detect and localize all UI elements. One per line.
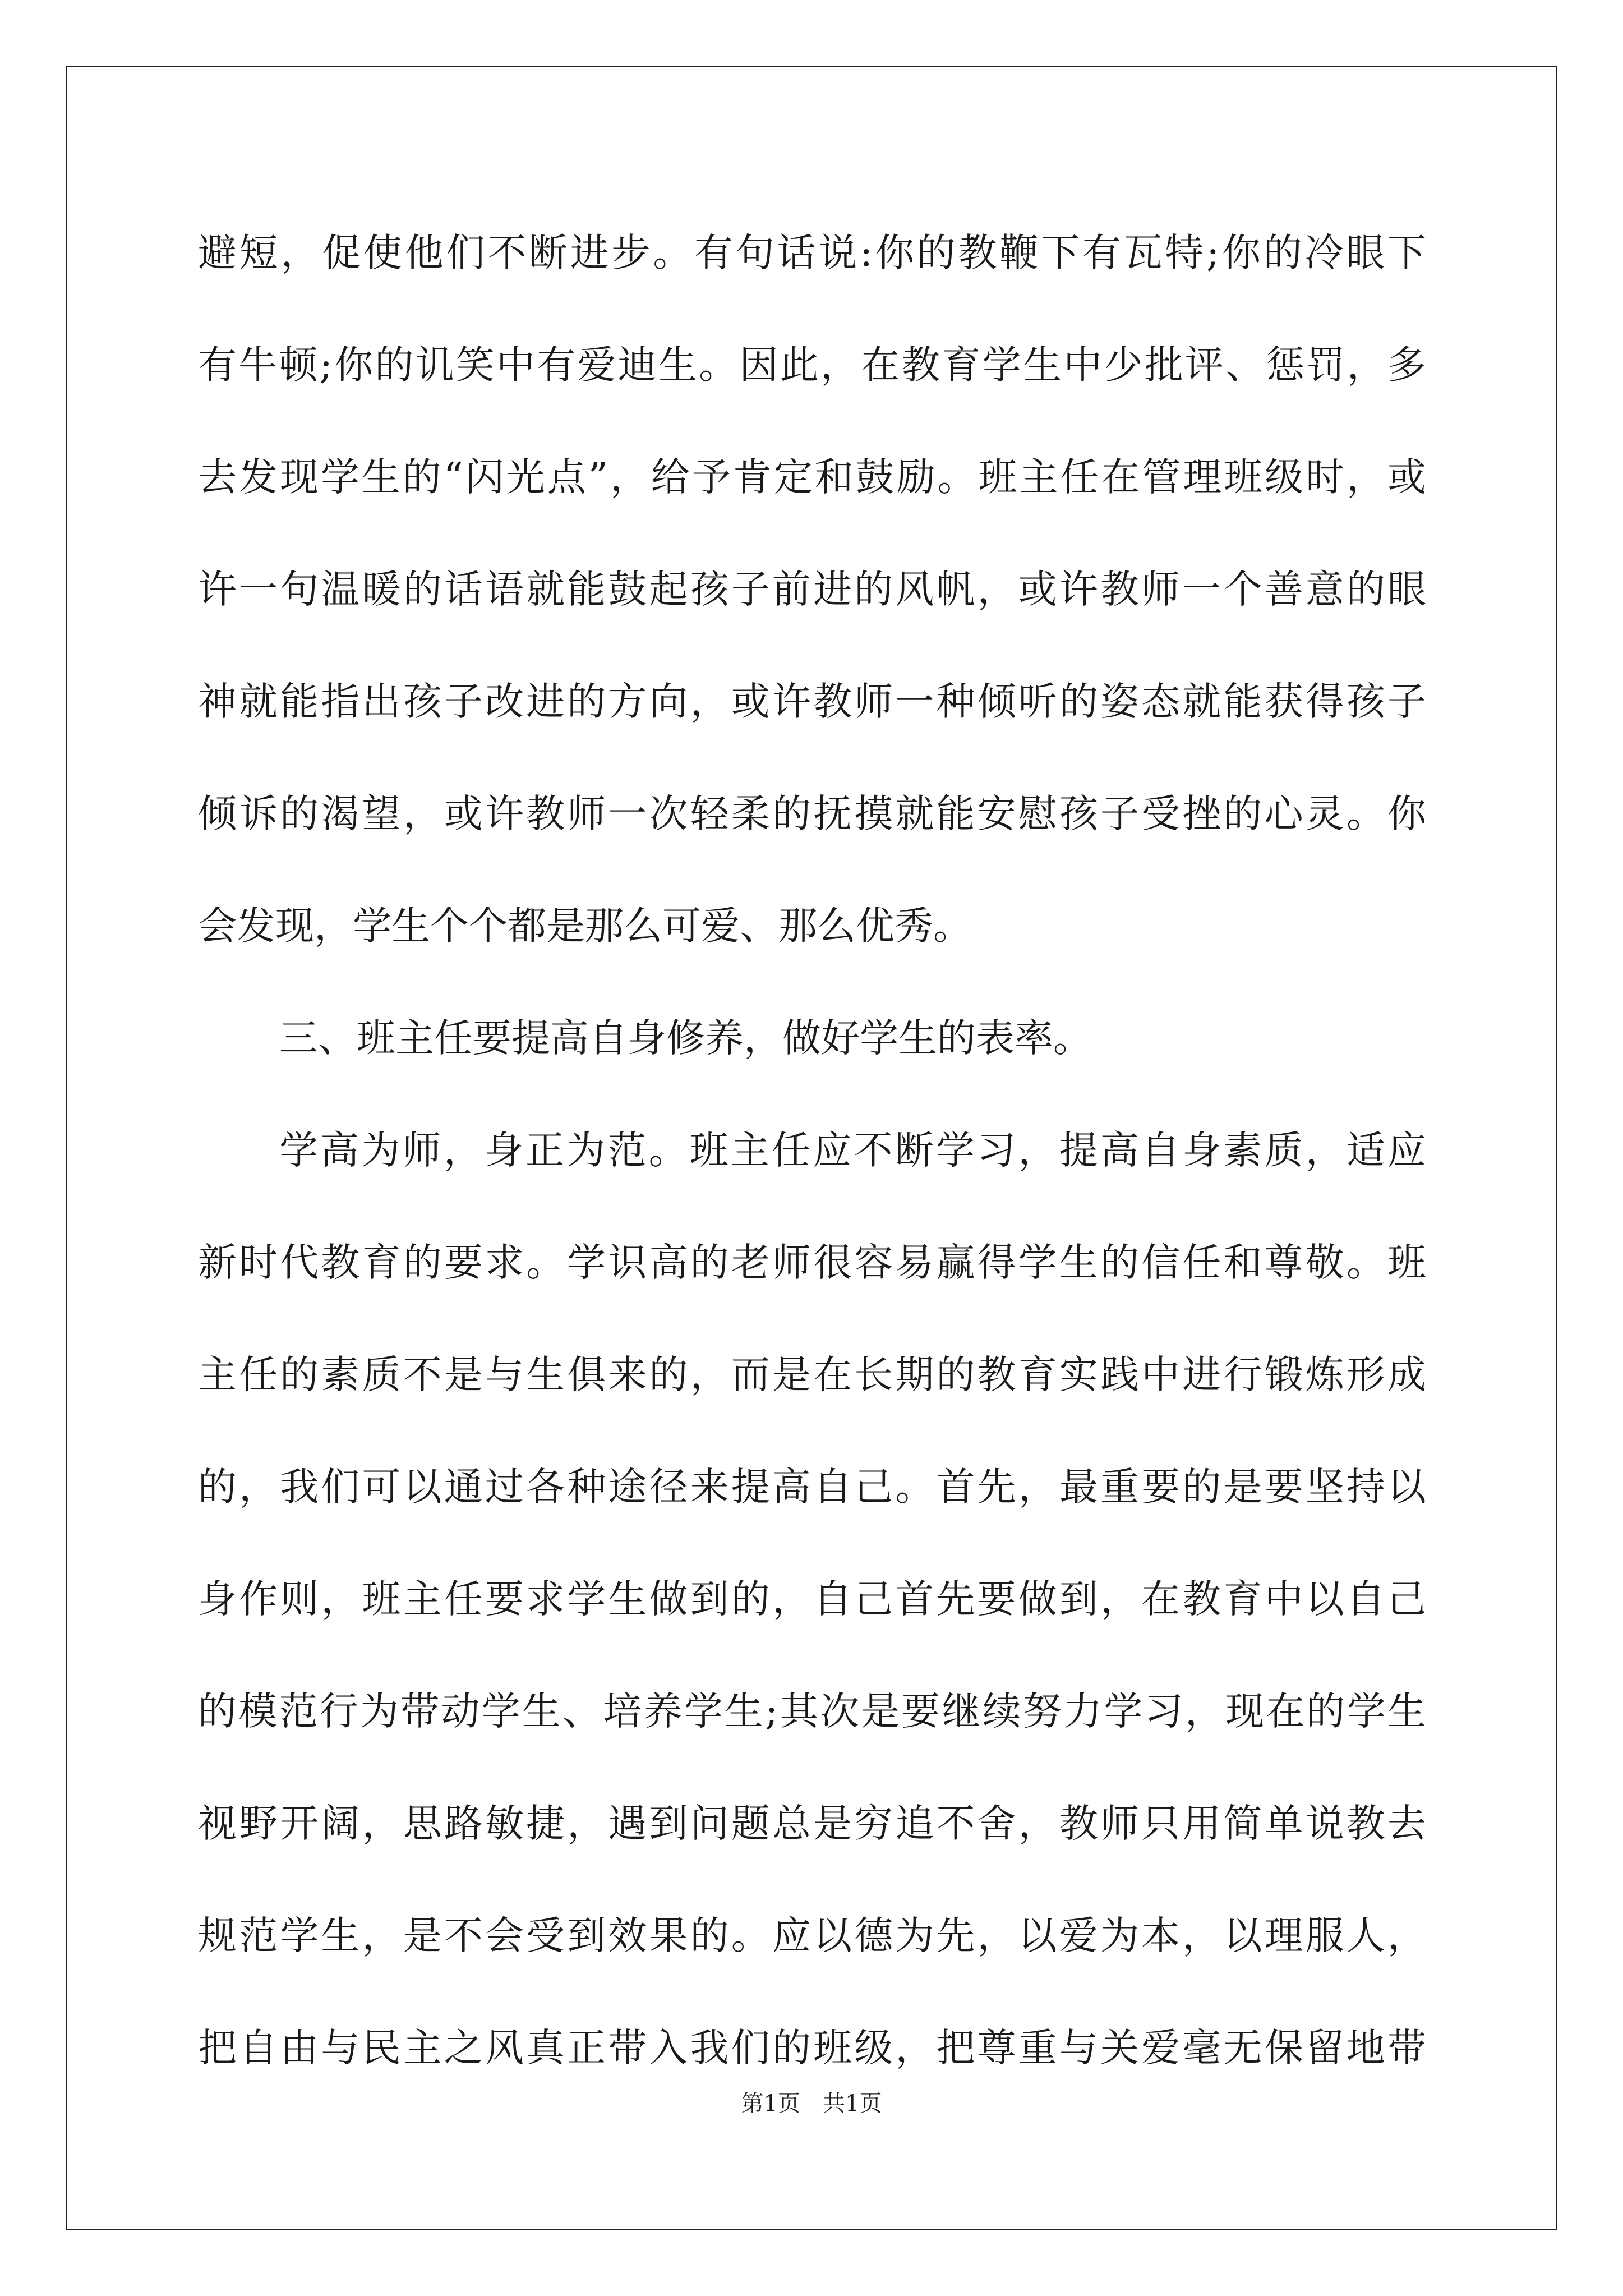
text-line: 的模范行为带动学生、培养学生;其次是要继续努力学习，现在的学生 — [198, 1689, 1426, 1734]
section-heading: 三、班主任要提高自身修养，做好学生的表率。 — [279, 1016, 1092, 1061]
text-line: 把自由与民主之风真正带入我们的班级，把尊重与关爱毫无保留地带 — [198, 2026, 1426, 2070]
text-line: 规范学生，是不会受到效果的。应以德为先，以爱为本，以理服人， — [198, 1913, 1426, 1958]
text-line: 许一句温暖的话语就能鼓起孩子前进的风帆，或许教师一个善意的眼 — [198, 567, 1426, 612]
text-line: 会发现，学生个个都是那么可爱、那么优秀。 — [198, 904, 972, 949]
page-footer: 第1页 共1页 — [741, 2091, 882, 2116]
text-line: 视野开阔，思路敏捷，遇到问题总是穷追不舍，教师只用简单说教去 — [198, 1801, 1426, 1846]
text-line: 的，我们可以通过各种途径来提高自己。首先，最重要的是要坚持以 — [198, 1465, 1426, 1510]
text-line: 神就能指出孩子改进的方向，或许教师一种倾听的姿态就能获得孩子 — [198, 679, 1426, 724]
text-line: 学高为师，身正为范。班主任应不断学习，提高自身素质，适应 — [279, 1128, 1426, 1173]
document-body — [198, 197, 1426, 2104]
text-line: 有牛顿;你的讥笑中有爱迪生。因此，在教育学生中少批评、惩罚，多 — [198, 343, 1426, 388]
text-line: 身作则，班主任要求学生做到的，自己首先要做到，在教育中以自己 — [198, 1577, 1426, 1622]
text-line: 主任的素质不是与生俱来的，而是在长期的教育实践中进行锻炼形成 — [198, 1352, 1426, 1397]
text-line: 避短，促使他们不断进步。有句话说:你的教鞭下有瓦特;你的冷眼下 — [198, 231, 1426, 275]
text-line: 新时代教育的要求。学识高的老师很容易赢得学生的信任和尊敬。班 — [198, 1240, 1426, 1285]
text-line: 去发现学生的“闪光点”，给予肯定和鼓励。班主任在管理班级时，或 — [198, 455, 1426, 500]
text-line: 倾诉的渴望，或许教师一次轻柔的抚摸就能安慰孩子受挫的心灵。你 — [198, 792, 1426, 836]
